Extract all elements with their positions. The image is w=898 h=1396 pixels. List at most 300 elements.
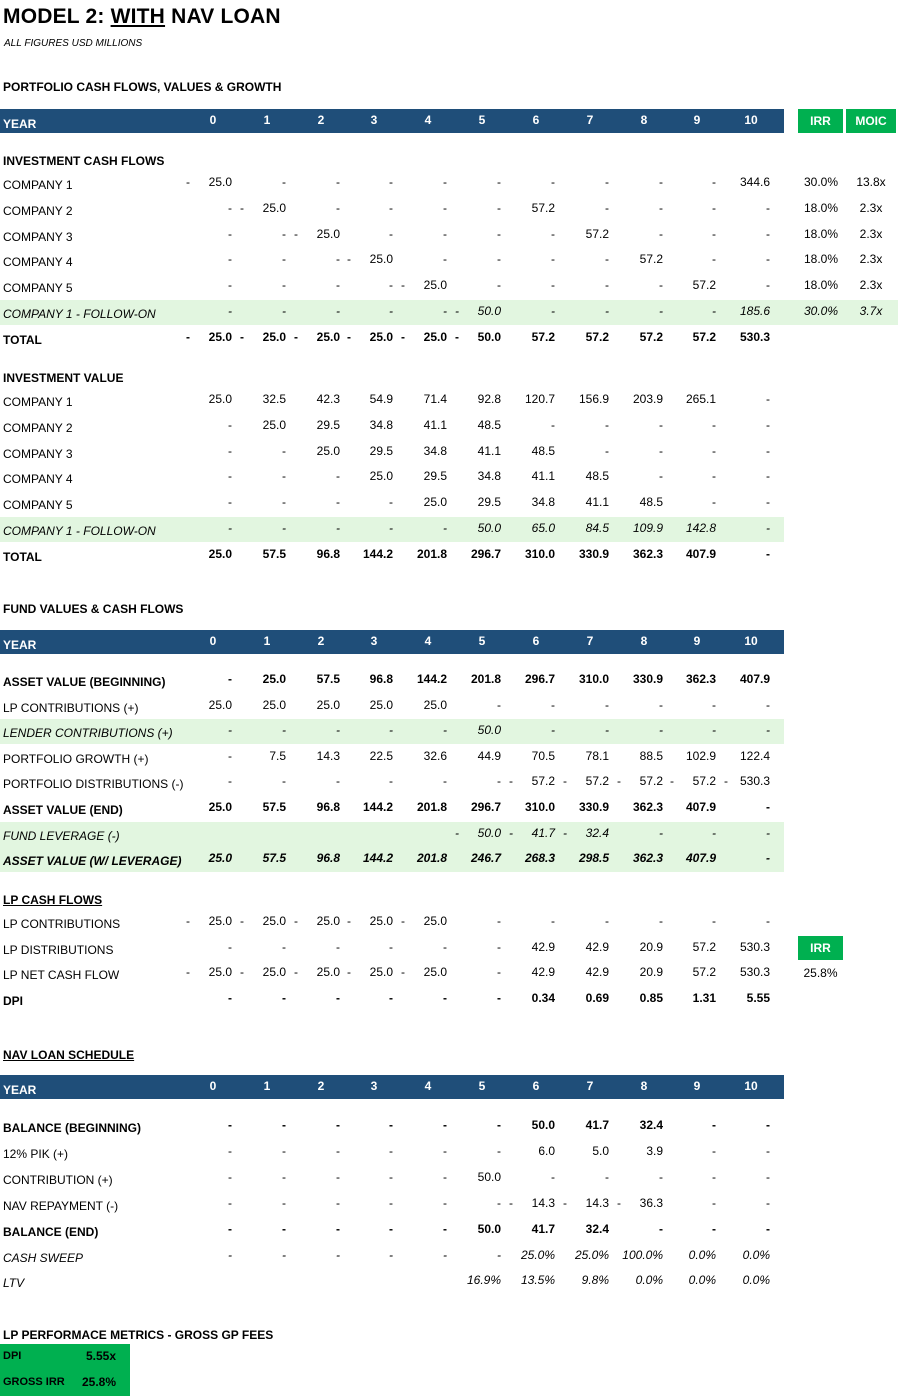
year-cell xyxy=(294,1144,348,1160)
cell-value: - xyxy=(497,226,501,241)
year-cell xyxy=(724,278,778,294)
year-cell xyxy=(401,672,455,688)
year-cell xyxy=(240,252,294,268)
year-cell xyxy=(563,800,617,816)
cell-value: - xyxy=(766,723,770,738)
year-header-cell: 3 xyxy=(370,634,378,648)
cell-value: - xyxy=(282,175,286,189)
cell-value: 25.0 xyxy=(423,914,447,928)
row-label: PORTFOLIO GROWTH (+) xyxy=(3,751,149,766)
cell-value: - xyxy=(282,723,286,738)
cell-value: - xyxy=(336,990,340,1005)
row-label: BALANCE (BEGINNING) xyxy=(3,1121,141,1135)
cell-value: 344.6 xyxy=(739,175,770,189)
year-cell xyxy=(455,1170,509,1186)
year-cell xyxy=(724,991,778,1007)
cell-value: - xyxy=(228,774,232,789)
cell-value: - xyxy=(712,175,716,189)
cell-value: - xyxy=(551,723,555,738)
year-cell xyxy=(347,1118,401,1134)
negative-sign: - xyxy=(240,200,244,215)
cell-value: - xyxy=(228,1247,232,1262)
year-cell xyxy=(455,1118,509,1134)
row-label: LP DISTRIBUTIONS xyxy=(3,942,114,957)
cell-value: 25.0 xyxy=(369,914,393,928)
year-cell xyxy=(186,914,240,930)
metric-dpi-value: 5.55x xyxy=(85,1349,116,1363)
cell-value: - xyxy=(659,469,663,484)
year-header-cell: 0 xyxy=(209,634,217,648)
negative-sign: - xyxy=(617,774,621,789)
year-cell xyxy=(455,1196,509,1212)
year-cell xyxy=(401,392,455,408)
year-cell xyxy=(509,469,563,485)
year-cell xyxy=(670,418,724,434)
year-cell xyxy=(455,547,509,563)
year-cell xyxy=(563,547,617,563)
year-header-cell: 6 xyxy=(532,113,540,127)
year-cell xyxy=(455,826,509,842)
cell-value: - xyxy=(551,175,555,189)
fund-section-title: FUND VALUES & CASH FLOWS xyxy=(3,602,184,616)
year-cell xyxy=(724,723,778,739)
row-label: COMPANY 1 - FOLLOW-ON xyxy=(3,307,156,321)
cell-value: 25.0 xyxy=(262,965,286,980)
year-cell xyxy=(401,774,455,790)
year-cell xyxy=(724,418,778,434)
cell-value: 0.0% xyxy=(635,1273,663,1288)
cell-value: 14.3 xyxy=(316,748,340,763)
irr-header: IRR xyxy=(798,109,843,133)
nav-year-header xyxy=(0,1075,784,1099)
cell-value: 78.1 xyxy=(585,748,609,763)
value-row xyxy=(0,440,784,465)
cell-value: 20.9 xyxy=(639,965,663,980)
cell-value: - xyxy=(712,226,716,241)
metric-irr xyxy=(0,1370,130,1396)
year-cell xyxy=(347,227,401,243)
cell-value: 57.5 xyxy=(262,546,286,561)
cell-value: - xyxy=(712,1118,716,1132)
cell-value: 5.0 xyxy=(592,1143,609,1158)
cell-value: - xyxy=(659,1169,663,1184)
cell-value: - xyxy=(443,1195,447,1210)
year-cell xyxy=(509,1196,563,1212)
year-cell xyxy=(563,1222,617,1238)
cell-value: 42.9 xyxy=(531,939,555,954)
fund-row xyxy=(0,719,784,744)
year-cell xyxy=(670,672,724,688)
cell-value: 122.4 xyxy=(739,748,770,763)
negative-sign: - xyxy=(186,175,190,189)
row-label: DPI xyxy=(3,993,24,1008)
year-cell xyxy=(347,201,401,217)
cell-value: - xyxy=(282,469,286,484)
year-cell xyxy=(186,252,240,268)
cell-value: 530.3 xyxy=(739,329,770,344)
year-cell xyxy=(401,201,455,217)
row-label: FUND LEVERAGE (-) xyxy=(3,828,120,843)
row-label: ASSET VALUE (W/ LEVERAGE) xyxy=(3,854,182,869)
year-cell xyxy=(670,227,724,243)
cell-value: 407.9 xyxy=(739,672,770,686)
year-cell xyxy=(240,1273,294,1289)
year-header-cell: 1 xyxy=(263,113,271,127)
cell-value: - xyxy=(443,723,447,738)
cell-value: 298.5 xyxy=(578,851,609,866)
cell-value: 57.5 xyxy=(262,851,286,866)
row-label: LP CONTRIBUTIONS (+) xyxy=(3,700,139,715)
cell-value: - xyxy=(766,226,770,241)
year-cell xyxy=(294,1222,348,1238)
year-cell xyxy=(455,278,509,294)
irr-value: 30.0% xyxy=(803,304,839,318)
metric-dpi xyxy=(0,1344,130,1370)
cell-value: - xyxy=(605,723,609,738)
value-row xyxy=(0,517,784,542)
year-cell xyxy=(455,914,509,930)
year-cell xyxy=(240,495,294,511)
fund-row xyxy=(0,745,784,770)
cell-value: 102.9 xyxy=(685,748,716,763)
year-cell xyxy=(455,851,509,867)
cell-value: 50.0 xyxy=(477,1221,501,1236)
year-cell xyxy=(240,940,294,956)
negative-sign: - xyxy=(347,914,351,928)
year-cell xyxy=(617,227,671,243)
year-cell xyxy=(509,749,563,765)
cell-value: 48.5 xyxy=(585,469,609,484)
year-cell xyxy=(617,1273,671,1289)
cell-value: 144.2 xyxy=(362,851,393,866)
year-cell xyxy=(617,1144,671,1160)
cell-value: - xyxy=(389,1169,393,1184)
cell-value: - xyxy=(712,914,716,928)
year-cell xyxy=(240,330,294,346)
year-cell xyxy=(240,1222,294,1238)
row-label: LTV xyxy=(3,1276,25,1291)
year-cell xyxy=(617,304,671,320)
year-cell xyxy=(455,495,509,511)
cell-value: - xyxy=(282,443,286,458)
year-cell xyxy=(563,201,617,217)
year-cell xyxy=(240,1118,294,1134)
year-cell xyxy=(401,1196,455,1212)
year-cell xyxy=(186,1222,240,1238)
cell-value: - xyxy=(712,252,716,267)
negative-sign: - xyxy=(563,1195,567,1210)
cell-value: 42.3 xyxy=(316,392,340,406)
year-cell xyxy=(509,1144,563,1160)
cash-row xyxy=(0,248,883,273)
cell-value: 144.2 xyxy=(362,546,393,561)
year-cell xyxy=(455,521,509,537)
year-cell xyxy=(347,698,401,714)
year-cell xyxy=(240,851,294,867)
row-label: COMPANY 3 xyxy=(3,446,73,461)
page-title: MODEL 2: WITH NAV LOAN xyxy=(3,5,281,28)
cell-value: 70.5 xyxy=(531,748,555,763)
cell-value: 201.8 xyxy=(416,800,447,814)
year-cell xyxy=(455,672,509,688)
fund-row xyxy=(0,694,784,719)
row-label: COMPANY 1 - FOLLOW-ON xyxy=(3,524,156,538)
cell-value: 144.2 xyxy=(362,800,393,814)
year-cell xyxy=(401,749,455,765)
cell-value: - xyxy=(336,495,340,510)
year-cell xyxy=(186,851,240,867)
cell-value: 25.0 xyxy=(369,469,393,484)
cell-value: - xyxy=(551,278,555,293)
cell-value: 310.0 xyxy=(578,672,609,686)
lp-section-title: LP CASH FLOWS xyxy=(3,893,103,907)
year-cell xyxy=(240,304,294,320)
year-cell xyxy=(455,175,509,191)
row-label: LENDER CONTRIBUTIONS (+) xyxy=(3,726,173,741)
cell-value: 50.0 xyxy=(477,521,501,535)
year-cell xyxy=(617,851,671,867)
year-cell xyxy=(455,800,509,816)
cell-value: - xyxy=(282,1143,286,1158)
cell-value: - xyxy=(228,200,232,215)
cell-value: 25.0 xyxy=(262,200,286,215)
year-cell xyxy=(563,672,617,688)
year-cell xyxy=(724,698,778,714)
cell-value: 25.0 xyxy=(369,329,393,344)
fund-row xyxy=(0,796,784,821)
negative-sign: - xyxy=(724,774,728,789)
cell-value: 50.0 xyxy=(477,1169,501,1184)
cell-value: - xyxy=(497,1247,501,1262)
cell-value: - xyxy=(336,1247,340,1262)
year-cell xyxy=(724,495,778,511)
cell-value: - xyxy=(228,723,232,738)
cell-value: 25.0 xyxy=(316,914,340,928)
year-cell xyxy=(240,278,294,294)
cell-value: - xyxy=(228,1118,232,1132)
cell-value: - xyxy=(497,278,501,293)
year-cell xyxy=(563,278,617,294)
cell-value: 0.0% xyxy=(742,1273,770,1288)
irr-value: 18.0% xyxy=(803,252,839,267)
year-cell xyxy=(347,1222,401,1238)
cell-value: 32.6 xyxy=(423,748,447,763)
year-cell xyxy=(294,392,348,408)
year-cell xyxy=(509,851,563,867)
cell-value: 201.8 xyxy=(416,546,447,561)
cell-value: 29.5 xyxy=(423,469,447,484)
cell-value: - xyxy=(659,200,663,215)
cell-value: 34.8 xyxy=(423,443,447,458)
year-cell xyxy=(617,800,671,816)
year-cell xyxy=(509,672,563,688)
cell-value: 25.0% xyxy=(574,1247,609,1262)
negative-sign: - xyxy=(294,965,298,980)
cell-value: - xyxy=(766,469,770,484)
year-cell xyxy=(617,521,671,537)
cell-value: 203.9 xyxy=(632,392,663,406)
year-header-cell: 4 xyxy=(424,1079,432,1093)
nav-row xyxy=(0,1244,784,1269)
year-cell xyxy=(186,1273,240,1289)
year-cell xyxy=(294,227,348,243)
negative-sign: - xyxy=(294,329,298,344)
year-cell xyxy=(186,330,240,346)
cell-value: 57.2 xyxy=(692,939,716,954)
year-cell xyxy=(509,1170,563,1186)
cell-value: 50.0 xyxy=(477,304,501,318)
cell-value: 25.0 xyxy=(316,965,340,980)
year-cell xyxy=(294,965,348,981)
year-cell xyxy=(401,1118,455,1134)
year-cell xyxy=(670,914,724,930)
year-header-cell: 0 xyxy=(209,113,217,127)
cell-value: - xyxy=(766,546,770,561)
cell-value: 3.9 xyxy=(646,1143,663,1158)
cell-value: - xyxy=(766,800,770,814)
year-cell xyxy=(670,774,724,790)
year-cell xyxy=(563,227,617,243)
row-label: COMPANY 3 xyxy=(3,229,73,244)
cell-value: 25.0 xyxy=(369,697,393,712)
year-cell xyxy=(347,444,401,460)
year-cell xyxy=(347,392,401,408)
year-cell xyxy=(617,672,671,688)
year-header-cell: 7 xyxy=(586,1079,594,1093)
year-header-cell: 9 xyxy=(693,113,701,127)
year-cell xyxy=(509,723,563,739)
year-cell xyxy=(563,1273,617,1289)
cell-value: - xyxy=(282,939,286,954)
negative-sign: - xyxy=(455,304,459,318)
cell-value: 362.3 xyxy=(685,672,716,686)
negative-sign: - xyxy=(294,914,298,928)
cell-value: 25.0 xyxy=(316,443,340,458)
value-row xyxy=(0,388,784,413)
cell-value: 57.2 xyxy=(692,278,716,293)
year-cell xyxy=(347,826,401,842)
cell-value: - xyxy=(228,252,232,267)
year-cell xyxy=(347,1170,401,1186)
cell-value: 25.0 xyxy=(369,965,393,980)
negative-sign: - xyxy=(186,965,190,980)
negative-sign: - xyxy=(186,329,190,344)
cell-value: 120.7 xyxy=(524,392,555,406)
year-cell xyxy=(401,1144,455,1160)
year-cell xyxy=(401,1273,455,1289)
year-cell xyxy=(509,330,563,346)
year-cell xyxy=(724,1144,778,1160)
irr-value: 18.0% xyxy=(803,226,839,241)
year-header-cell: 5 xyxy=(478,1079,486,1093)
cell-value: 330.9 xyxy=(578,800,609,814)
year-cell xyxy=(294,418,348,434)
year-cell xyxy=(347,252,401,268)
year-cell xyxy=(617,175,671,191)
cell-value: 530.3 xyxy=(739,965,770,980)
cell-value: - xyxy=(497,1195,501,1210)
nav-section-title: NAV LOAN SCHEDULE xyxy=(3,1048,135,1062)
year-cell xyxy=(509,965,563,981)
year-cell xyxy=(401,444,455,460)
cell-value: - xyxy=(336,1195,340,1210)
year-cell xyxy=(670,800,724,816)
cell-value: 32.4 xyxy=(585,1221,609,1236)
year-cell xyxy=(617,1118,671,1134)
metrics-section-title: LP PERFORMACE METRICS - GROSS GP FEES xyxy=(3,1328,274,1342)
year-cell xyxy=(724,749,778,765)
negative-sign: - xyxy=(401,914,405,928)
cell-value: 50.0 xyxy=(477,329,501,344)
cell-value: - xyxy=(551,1169,555,1184)
year-cell xyxy=(347,1144,401,1160)
year-cell xyxy=(186,774,240,790)
year-header-cell: 6 xyxy=(532,634,540,648)
year-cell xyxy=(455,304,509,320)
year-cell xyxy=(617,774,671,790)
cell-value: - xyxy=(497,1143,501,1158)
year-cell xyxy=(401,965,455,981)
year-cell xyxy=(670,252,724,268)
value-row xyxy=(0,465,784,490)
cell-value: 57.2 xyxy=(639,774,663,789)
cell-value: - xyxy=(443,774,447,789)
cell-value: - xyxy=(228,748,232,763)
year-cell xyxy=(563,444,617,460)
cell-value: - xyxy=(659,304,663,318)
year-header-cell: 2 xyxy=(317,634,325,648)
year-cell xyxy=(509,914,563,930)
cell-value: 25.0 xyxy=(423,495,447,510)
year-cell xyxy=(724,851,778,867)
year-cell xyxy=(563,418,617,434)
cell-value: 201.8 xyxy=(416,851,447,866)
year-cell xyxy=(347,672,401,688)
cell-value: - xyxy=(712,1143,716,1158)
year-cell xyxy=(617,940,671,956)
cell-value: - xyxy=(336,200,340,215)
portfolio-year-header xyxy=(0,109,784,133)
year-cell xyxy=(401,175,455,191)
cell-value: - xyxy=(282,1247,286,1262)
cell-value: 50.0 xyxy=(477,825,501,840)
cell-value: 25.0 xyxy=(208,329,232,344)
cell-value: 0.69 xyxy=(585,990,609,1005)
year-cell xyxy=(617,914,671,930)
cell-value: - xyxy=(389,1143,393,1158)
year-cell xyxy=(347,278,401,294)
year-cell xyxy=(186,965,240,981)
year-cell xyxy=(670,201,724,217)
cell-value: - xyxy=(497,200,501,215)
year-cell xyxy=(563,304,617,320)
value-row xyxy=(0,543,784,568)
cell-value: 50.0 xyxy=(531,1118,555,1132)
cell-value: 57.2 xyxy=(585,774,609,789)
lp-row xyxy=(0,987,784,1012)
cell-value: 29.5 xyxy=(477,495,501,510)
year-cell xyxy=(401,469,455,485)
cell-value: - xyxy=(389,1221,393,1236)
cell-value: 265.1 xyxy=(685,392,716,406)
cell-value: 57.2 xyxy=(692,965,716,980)
year-header-cell: 8 xyxy=(640,1079,648,1093)
cell-value: 34.8 xyxy=(369,417,393,432)
year-cell xyxy=(186,444,240,460)
negative-sign: - xyxy=(401,278,405,293)
cell-value: - xyxy=(336,521,340,535)
year-cell xyxy=(401,1170,455,1186)
